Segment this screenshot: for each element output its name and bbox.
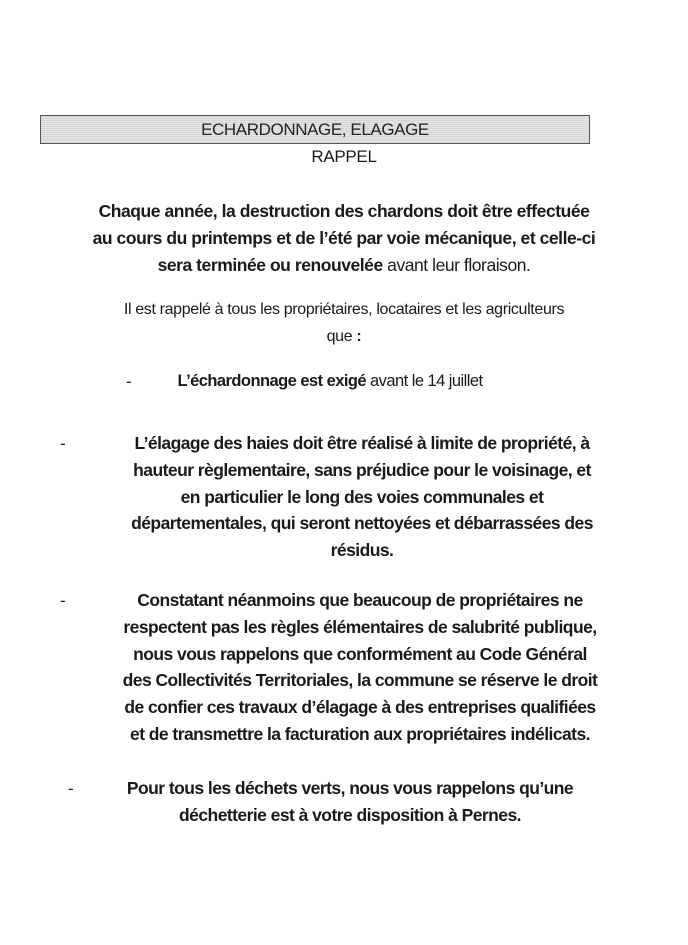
list-item-rest: avant le 14 juillet bbox=[366, 372, 483, 390]
intro-line-3-rest: avant leur floraison. bbox=[382, 255, 531, 275]
intro-line-3 bbox=[20, 252, 668, 279]
intro-line-3-bold: sera terminée ou renouvelée bbox=[157, 255, 383, 275]
document-title: ECHARDONNAGE, ELAGAGE bbox=[201, 119, 429, 139]
list-bullet-1: - bbox=[126, 372, 132, 391]
list-item-line: et de transmettre la facturation aux propriétaires indélicats. bbox=[130, 723, 590, 744]
notice-line-2 bbox=[20, 323, 668, 350]
list-item-code-general bbox=[60, 587, 660, 748]
list-bullet-4: - bbox=[68, 779, 74, 798]
notice-line-2-colon: : bbox=[352, 328, 362, 345]
intro-paragraph bbox=[20, 198, 668, 279]
list-item-line: des Collectivités Territoriales, la commune se réserve le droit bbox=[122, 670, 598, 691]
list-item-line bbox=[130, 368, 530, 395]
list-item-line: respectent pas les règles élémentaires de salubrité publique, bbox=[123, 616, 597, 637]
list-bullet-2: - bbox=[60, 434, 66, 453]
list-item-line: L’élagage des haies doit être réalisé à limite de propriété, à bbox=[134, 433, 590, 453]
list-item-line: départementales, qui seront nettoyées et débarrassées des bbox=[131, 513, 593, 534]
list-item-line: de confier ces travaux d’élagage à des entreprises qualifiées bbox=[124, 697, 596, 718]
list-item-bold: L’échardonnage est exigé bbox=[177, 372, 367, 390]
list-item-dechets-verts bbox=[80, 775, 620, 829]
intro-line-1: Chaque année, la destruction des chardons doit être effectuée bbox=[98, 201, 590, 221]
list-item-line: Pour tous les déchets verts, nous vous rappelons qu’une bbox=[126, 778, 574, 798]
list-item-line: en particulier le long des voies communales et bbox=[180, 486, 544, 507]
notice-line-2-text: que bbox=[326, 328, 353, 345]
notice-line-1: Il est rappelé à tous les propriétaires, locataires et les agriculteurs bbox=[123, 301, 565, 318]
list-item-line: résidus. bbox=[330, 540, 394, 561]
intro-line-2: au cours du printemps et de l’été par voie mécanique, et celle-ci bbox=[92, 228, 596, 248]
list-item-line: hauteur règlementaire, sans préjudice pour le voisinage, et bbox=[133, 459, 591, 480]
list-item-echardonnage bbox=[130, 368, 530, 395]
list-item-elagage bbox=[72, 430, 652, 564]
list-item-line: Constatant néanmoins que beaucoup de propriétaires ne bbox=[137, 590, 583, 610]
document-title-box bbox=[40, 115, 590, 144]
document-subtitle: RAPPEL bbox=[311, 147, 377, 166]
notice-paragraph bbox=[20, 296, 668, 350]
list-item-line: déchetterie est à votre disposition à Pernes. bbox=[179, 804, 521, 825]
list-bullet-3: - bbox=[60, 591, 66, 610]
list-item-line: nous vous rappelons que conformément au Code Général bbox=[133, 643, 587, 664]
